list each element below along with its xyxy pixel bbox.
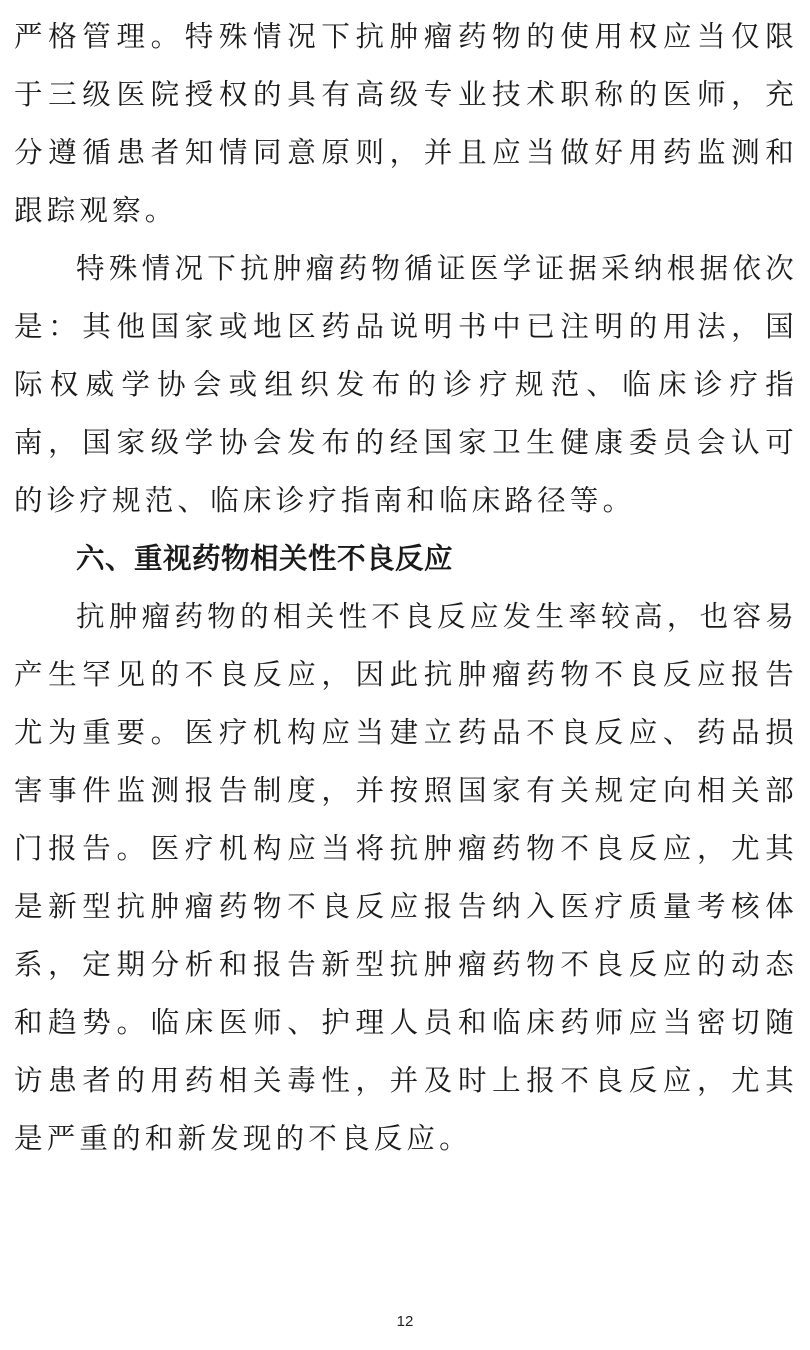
paragraph-continued: 严格管理。特殊情况下抗肿瘤药物的使用权应当仅限于三级医院授权的具有高级专业技术职称的医师，充分遵循患者知情同意原则，并且应当做好用药监测和跟踪观察。: [14, 20, 798, 227]
paragraph-adverse-reactions: 抗肿瘤药物的相关性不良反应发生率较高，也容易产生罕见的不良反应，因此抗肿瘤药物不良反应报告尤为重要。医疗机构应当建立药品不良反应、药品损害事件监测报告制度，并按照国家有关规定向相关部门报告。医疗机构应当将抗肿瘤药物不良反应，尤其是新型抗肿瘤药物不良反应报告纳入医疗质量考核体系，定期分析和报告新型抗肿瘤药物不良反应的动态和趋势。临床医师、护理人员和临床药师应当密切随访患者的用药相关毒性，并及时上报不良反应，尤其是严重的和新发现的不良反应。: [14, 600, 798, 1155]
document-body: [14, 8, 798, 1168]
section-heading: 六、重视药物相关性不良反应: [76, 542, 454, 575]
page-number: 12: [396, 1313, 414, 1330]
paragraph-evidence-basis: 特殊情况下抗肿瘤药物循证医学证据采纳根据依次是：其他国家或地区药品说明书中已注明的用法，国际权威学协会或组织发布的诊疗规范、临床诊疗指南，国家级学协会发布的经国家卫生健康委员会认可的诊疗规范、临床诊疗指南和临床路径等。: [14, 252, 798, 517]
